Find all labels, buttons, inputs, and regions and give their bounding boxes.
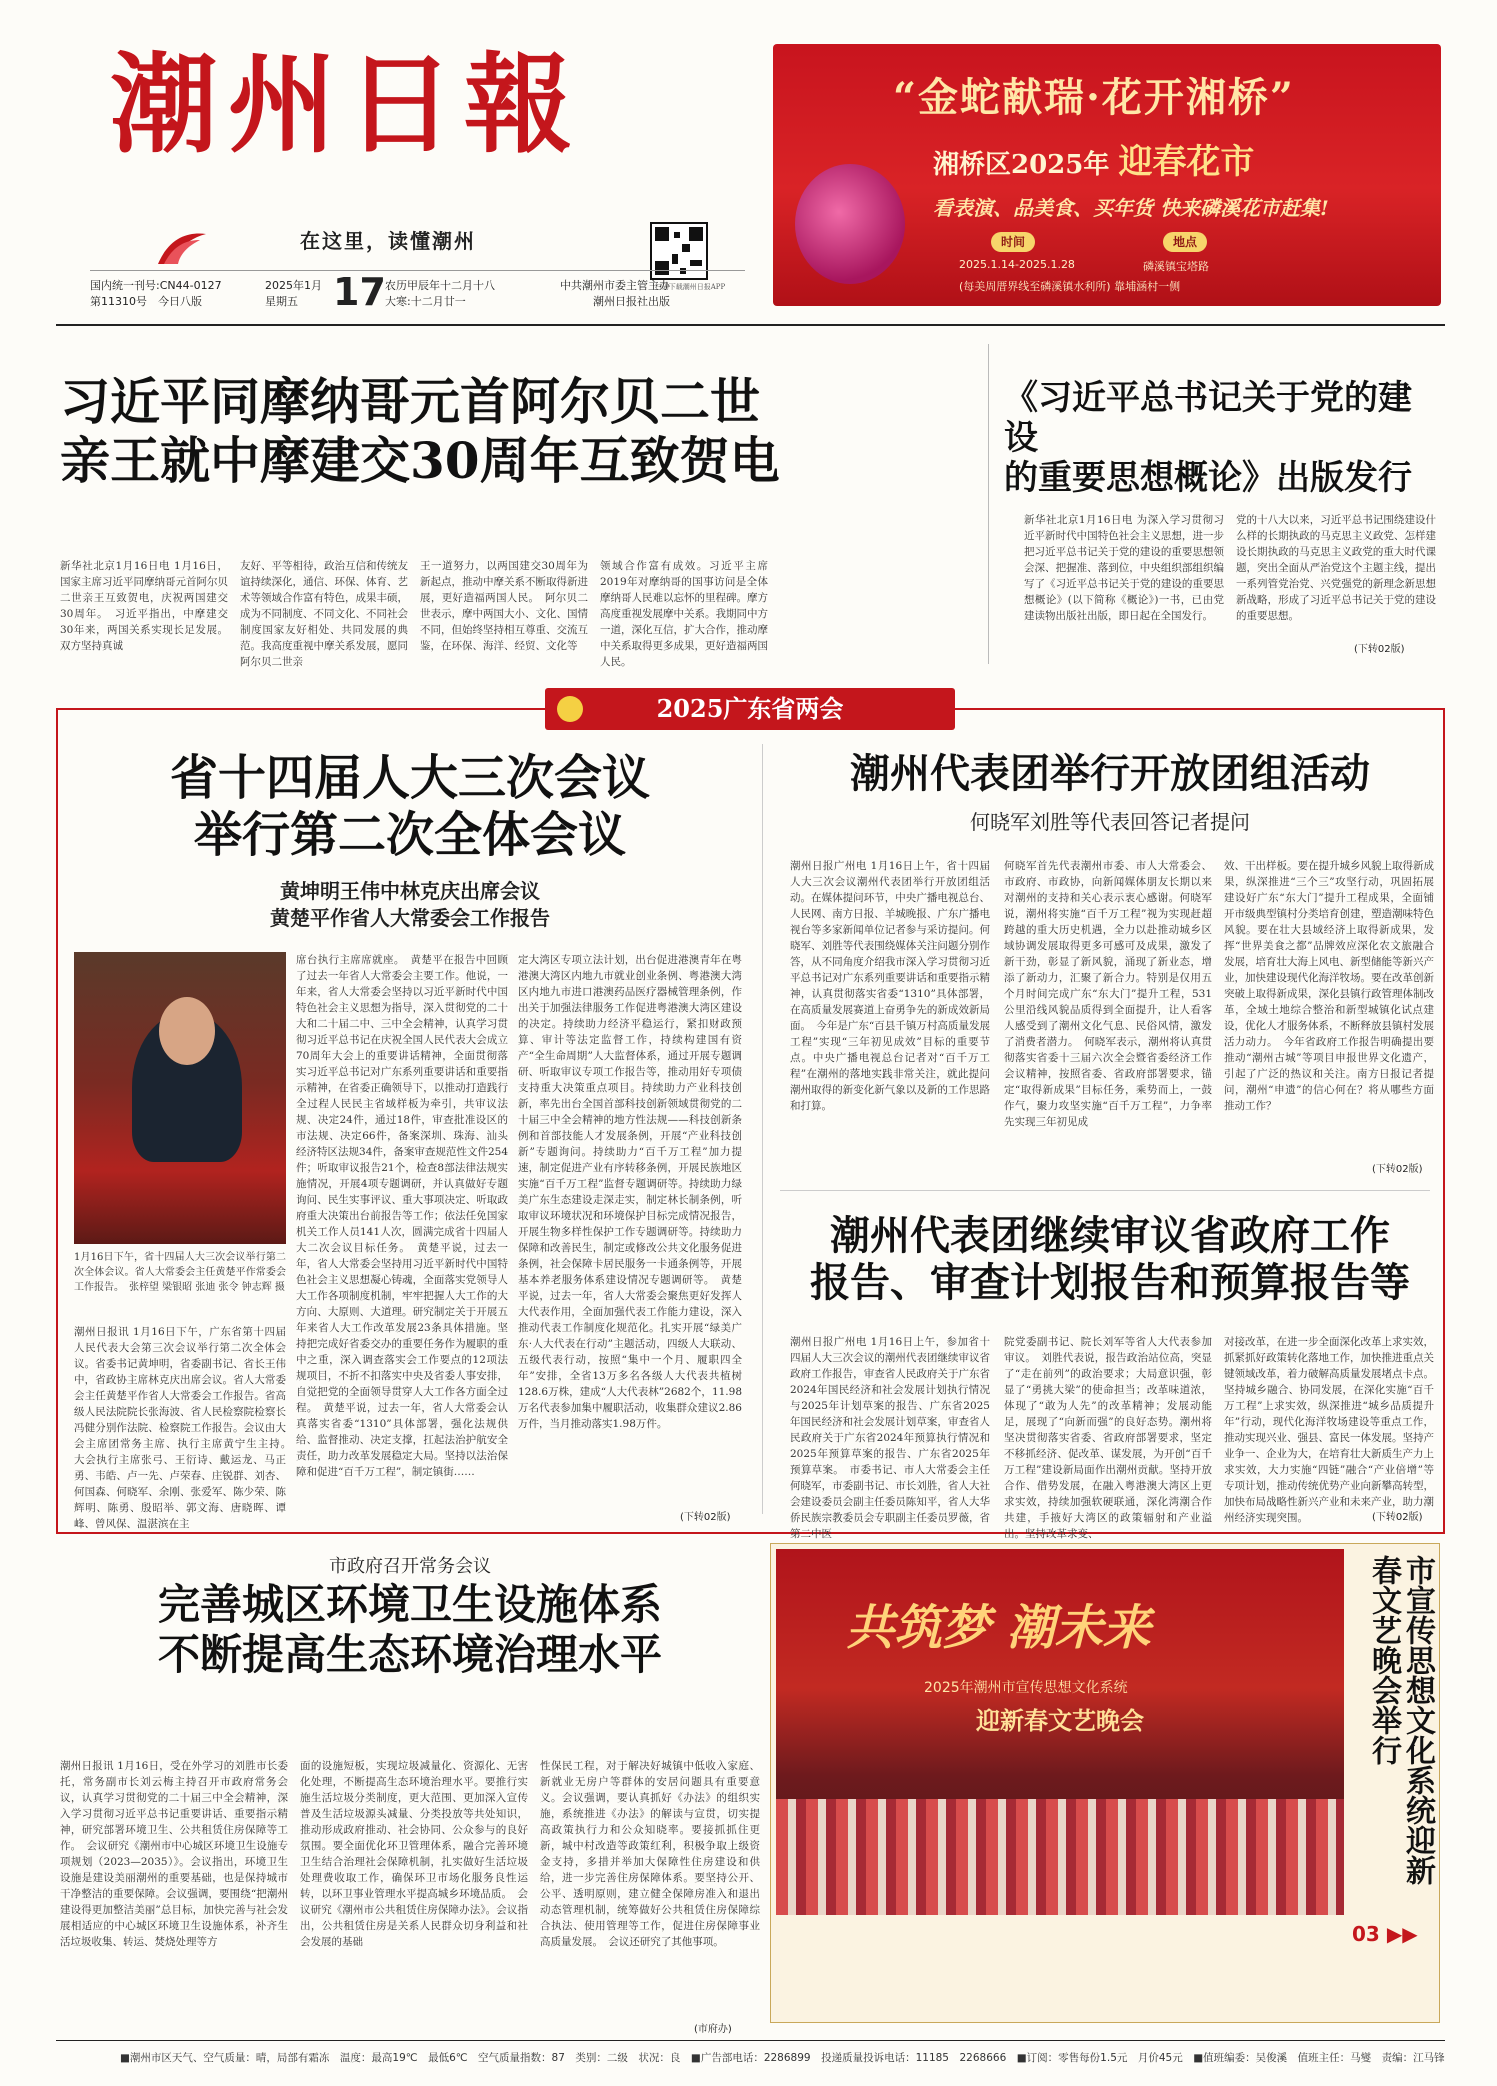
- publisher-name: 潮州日报社出版: [593, 295, 670, 308]
- book-story-col2: 党的十八大以来，习近平总书记围绕建设什么样的长期执政的马克思主义政党、怎样建设长期执政的马克思主义政党的重大时代课题，突出全面从严治党这个主题主线，提出一系列管党治党、兴党强党的新理念新思想新战略，形成了习近平总书记关于党的建设的重要思想。: [1236, 514, 1436, 622]
- npc-story-more[interactable]: (下转02版): [680, 1512, 731, 1523]
- lunar-info: [385, 278, 495, 310]
- date-info: [265, 278, 322, 310]
- env-col3: 性保民工程，对于解决好城镇中低收入家庭、新就业无房户等群体的安居问题具有重要意义。会议强调，要认真抓好《办法》的组织实施，系统推进《办法》的解读与宣贯，切实提高政策执行力和公众知晓率。要接抓抓住更新，城中村改造等政策红利，积极争取上级资金支持，多措并举加大保障性住房建设和供给，进一步完善住房保障体系。要坚持公开、公平、透明原则，建立健全保障房准入和退出动态管理机制，统筹做好公共租赁住房保障综合执法、使用管理等工作，促进住房保障事业高质量发展。 会议还研究了其他事项。: [540, 1760, 760, 1948]
- book-story-more[interactable]: (下转02版): [1354, 644, 1405, 655]
- top-story-headline[interactable]: 习近平同摩纳哥元首阿尔贝二世 亲王就中摩建交30周年互致贺电: [60, 372, 780, 490]
- date-line1: 2025年1月: [265, 279, 322, 292]
- env-headline[interactable]: 完善城区环境卫生设施体系 不断提高生态环境治理水平: [157, 1580, 662, 1679]
- newspaper-logo-icon: [150, 228, 210, 268]
- ad-tagline: 看表演、品美食、买年货 快来磷溪花市赶集!: [933, 196, 1329, 220]
- env-source: (市府办): [694, 2024, 732, 2035]
- open-session-col1: 潮州日报广州电 1月16日上午，省十四届人大三次会议潮州代表团举行开放团组活动。在媒体提问环节，中央广播电视总台、人民网、南方日报、羊城晚报、广东广播电视台等多家新闻单位记者参与采访提问。何晓军、刘胜等代表围绕媒体关注问题分别作答，从不同角度介绍我市深入学习贯彻习近平总书记对广东系列重要讲话和重要指示精神，认真贯彻落实省委“1310”具体部署，在高质量发展赛道上奋勇争先的新成效新局面。 今年是广东“百县千镇万村高质量发展工程”实现“三年初见成效”目标的重要节点。中央广播电视总台记者对“百千万工程”在潮州的落地实践非常关注，就此提问潮州取得的新变化新气象以及新的工作思路和打算。: [790, 860, 990, 1112]
- ad-subtitle: 湘桥区2025年 迎春花市: [933, 142, 1255, 182]
- publisher-info: [560, 278, 670, 310]
- npc-story-col3: 定大湾区专项立法计划，出台促进港澳青年在粤港澳大湾区内地九市就业创业条例、粤港澳大湾区内地九市进口港澳药品医疗器械管理条例，作出关于加强法律服务工作促进粤港澳大湾区建设的决定。持续助力经济平稳运行，紧扣财政预算、审计等法定监督工作，持续构建国有资产“全生命周期”人大监督体系，通过开展专题调研、听取审议专项工作报告等，推动用好专项债支持重大决策重点项目。持续助力产业科技创新，率先出台全国首部科技创新领域贯彻党的二十届三中全会精神的地方性法规——科技创新条例和首部技能人才发展条例，开展“产业科技创新”专题询问。持续助力“百千万工程”加力提速，制定促进产业有序转移条例，开展民族地区实施“百千万工程”监督专题调研等。持续助力绿美广东生态建设走深走实，制定林长制条例，听取审议环境状况和环境保护目标完成情况报告，开展生物多样性保护工作专题调研等。持续助力保障和改善民生，制定或修改公共文化服务促进条例，社会保障卡居民服务一卡通条例等，开展基本养老服务体系建设情况专题调研等。 黄楚平说，过去一年，省人大常委会聚焦更好发挥人大代表作用，全面加强代表工作能力建设，深入推动代表工作制度化规范化。扎实开展“绿美广东·人大代表在行动”主题活动，四级人大联动、五级代表行动，按照“集中一个月、履职四全年”安排，全省13万多名各级人大代表共植树128.6万株，建成“人大代表林”2682个，11.98万名代表参加集中履职活动，收集群众建议2.86万件，当月推动落实1.98万件。: [518, 954, 742, 1430]
- solar-term: 大寒:十二月廿一: [385, 295, 466, 308]
- flower-market-ad[interactable]: [773, 44, 1441, 306]
- day-number: 17: [333, 270, 386, 314]
- ad-place: 磷溪镇宝塔路: [1143, 260, 1209, 273]
- npc-story-subhead: 黄坤明王伟中林克庆出席会议 黄楚平作省人大常委会工作报告: [270, 879, 550, 930]
- issue-number: 第11310号 今日八版: [90, 295, 202, 308]
- env-col2: 面的设施短板，实现垃圾减量化、资源化、无害化处理，不断提高生态环境治理水平。要推行实施生活垃圾分类制度，更大范围、更加深入宣传普及生活垃圾源头减量、分类投放等共处知识，推动形成政府推动、社会协同、公众参与的良好氛围。要全面优化环卫管理体系，融合完善环境卫生结合治理社会保障机制，扎实做好生活垃圾处理费收取工作，确保环卫市场化服务良性运转，以环卫事业管理水平提高城乡环境品质。 会议研究《潮州市公共租赁住房保障办法》。会议指出，公共租赁住房是关系人民群众切身利益和社会发展的基础: [300, 1760, 528, 1948]
- huang-chuping-photo: [74, 952, 286, 1244]
- publisher-sponsor: 中共潮州市委主管主办: [560, 279, 670, 292]
- stage-performers: [776, 1799, 1344, 1915]
- review-headline[interactable]: 潮州代表团继续审议省政府工作 报告、审查计划报告和预算报告等: [810, 1212, 1410, 1307]
- issue-info: [90, 278, 222, 310]
- npc-story-headline[interactable]: 省十四届人大三次会议 举行第二次全体会议: [169, 750, 650, 863]
- lunar-date: 农历甲辰年十二月十八: [385, 279, 495, 292]
- env-kicker: 市政府召开常务会议: [329, 1556, 491, 1577]
- top-story-col3: 王一道努力，以两国建交30周年为新起点，推动中摩关系不断取得新进展，更好造福两国人民。 阿尔贝二世表示，摩中两国大小、文化、国情不同，但始终坚持相互尊重、交流互鉴，在环保、海洋、经贸、文化等: [420, 560, 588, 652]
- open-session-subhead: 何晓军刘胜等代表回答记者提问: [970, 810, 1250, 834]
- qr-caption: 扫码下载潮州日报APP: [654, 283, 726, 291]
- qr-code[interactable]: [650, 222, 708, 280]
- ad-title: “金蛇献瑞·花开湘桥”: [893, 74, 1295, 121]
- gala-subtitle2: 迎新春文艺晚会: [976, 1706, 1144, 1735]
- time-label: 时间: [991, 232, 1035, 252]
- emblem-icon: [557, 696, 583, 722]
- top-story-col2: 友好、平等相待，政治互信和传统友谊持续深化，通信、环保、体育、艺术等领域合作富有特色，成果丰硕，成为不同制度、不同文化、不同社会制度国家友好相处、共同发展的典范。我高度重视中摩关系发展，愿同阿尔贝二世亲: [240, 560, 408, 668]
- top-story-col1: 新华社北京1月16日电 1月16日，国家主席习近平同摩纳哥元首阿尔贝二世亲王互致贺电，庆祝两国建交30周年。 习近平指出，中摩建交30年来，两国关系实现长足发展。双方坚持真诚: [60, 560, 228, 652]
- place-label: 地点: [1163, 232, 1207, 252]
- gala-subtitle: 2025年潮州市宣传思想文化系统: [924, 1680, 1128, 1696]
- open-session-col2: 何晓军首先代表潮州市委、市人大常委会、市政府、市政协，向新闻媒体朋友长期以来对潮州的支持和关心表示衷心感谢。何晓军说，潮州将实施“百千万工程”视为实现赶超跨越的重大历史机遇，全力以赴推动城乡区域协调发展取得更多可感可及成果，激发了新干劲，彰显了新风貌，涌现了新业态，增添了新动力，汇聚了新合力。特别是仅用五个月时间完成广东“东大门”提升工程，531公里沿线风貌品质得到全面提升，让人看客人感受到了潮州文化气息、民俗风情，激发了消费者潜力。 何晓军表示，潮州将认真贯彻落实省委十三届六次全会暨省委经济工作会议精神，按照省委、省政府部署要求，锚定“取得新成果”目标任务，乘势而上，一鼓作气，聚力攻坚实施“百千万工程”，力争率先实现三年初见成: [1004, 860, 1212, 1128]
- cn-code: 国内统一刊号:CN44-0127: [90, 279, 222, 292]
- open-session-more[interactable]: (下转02版): [1372, 1164, 1423, 1175]
- review-col3: 对接改革，在进一步全面深化改革上求实效，抓紧抓好政策转化落地工作，加快推进重点关键领域改革，着力破解高质量发展堵点卡点。坚持城乡融合、协同发展，在深化实施“百千万工程”上求实效，纵深推进“城乡品质提升年”行动，现代化海洋牧场建设等重点工作，推动实现兴业、强县、富民一体发展。坚持产业争一、企业为大，在培育壮大新质生产力上求实效，大力实施“四链”融合“产业倍增”等专项计划，推动传统优势产业向新攀高转型，加快布局战略性新兴产业和未来产业，助力潮州经济实现突围。: [1224, 1336, 1434, 1524]
- ad-time: 2025.1.14-2025.1.28: [959, 258, 1075, 271]
- book-story-col1: 新华社北京1月16日电 为深入学习贯彻习近平新时代中国特色社会主义思想，进一步把习近平总书记关于党的建设的重要思想领会深、把握准、落到位，中央组织部组织编写了《习近平总书记关于党的建设的重要思想概论》(以下简称《概论》)一书，已由党建读物出版社出版，即日起在全国发行。: [1024, 514, 1224, 622]
- top-story-col4: 领域合作富有成效。习近平主席2019年对摩纳哥的国事访问是全体摩纳哥人民难以忘怀的里程碑。摩方高度重视发展摩中关系。我期同中方一道，深化互信，扩大合作，推动摩中关系取得更多成果，更好造福两国人民。: [600, 560, 768, 668]
- flower-icon: [795, 164, 905, 284]
- weekday: 星期五: [265, 295, 298, 308]
- review-more[interactable]: (下转02版): [1372, 1512, 1423, 1523]
- book-story-headline[interactable]: 《习近平总书记关于党的建设 的重要思想概论》出版发行: [1004, 378, 1412, 499]
- npc-story-col1: 潮州日报讯 1月16日下午，广东省第十四届人民代表大会第三次会议举行第二次全体会议。省委书记黄坤明，省委副书记、省长王伟中，省政协主席林克庆出席会议。省人大常委会主任黄楚平作省人大常委会工作报告。省高级人民法院院长张海波、省人民检察院检察长冯健分别作法院、检察院工作报告。会议由大会主席团常务主席、执行主席黄宁生主持。 大会执行主席张弓、王衍诗、戴运龙、马正勇、韦皓、卢一先、卢荣春、庄锐群、刘杏、何国森、何晓军、余刚、张爱军、陈少荣、陈辉明、陈勇、殷昭举、郭文海、唐晓晖、谭峰、曾风保、温湛滨在主: [74, 1326, 297, 1530]
- slogan: 在这里，读懂潮州: [300, 229, 476, 253]
- review-col2: 院党委副书记、院长刘军等省人大代表参加审议。 刘胜代表说，报告政治站位高，突显了“走在前列”的政治要求；大局意识强，彰显了“勇挑大梁”的使命担当；改革味道浓，体现了“敢为人先”的改革精神；发展动能足，展现了“向新而强”的良好态势。潮州将坚决贯彻落实省委、省政府部署要求，坚定不移抓经济、促改革、谋发展，为开创“百千万工程”建设新局面作出潮州贡献。坚持开放合作、借势发展，在融入粤港澳大湾区上更求实效，持续加强软硬联通，深化湾潮合作共建，手掖好大湾区的政策辐射和产业溢出。坚持改革求变、: [1004, 1336, 1212, 1540]
- gala-vertical-headline[interactable]: 市宣传思想文化系统迎新春文艺晚会举行: [1366, 1555, 1435, 1885]
- footer-info: ■潮州市区天气、空气质量：晴，局部有霜冻 温度：最高19℃ 最低6℃ 空气质量指数：87 类别：二级 状况：良 ■广告部电话：2286899 投递质量投诉电话：11185 2268666 ■订阅：零售每份1.5元 月价45元 ■值班编委：吴俊溪 值班主任：马燮 责编：江马锋: [120, 2052, 1445, 2064]
- open-session-headline[interactable]: 潮州代表团举行开放团组活动: [850, 750, 1370, 797]
- section-banner: 2025广东省两会: [545, 688, 955, 730]
- npc-story-col2: 席台执行主席席就座。 黄楚平在报告中回顾了过去一年省人大常委会主要工作。他说，一年来，省人大常委会坚持以习近平新时代中国特色社会主义思想为指导，深入贯彻党的二十大和二十届二中、三中全会精神，认真学习贯彻习近平总书记在庆祝全国人民代表大会成立70周年大会上的重要讲话精神，全面贯彻落实习近平总书记对广东系列重要讲话和重要指示精神，在省委正确领导下，以推动打造践行全过程人民民主省域样板为牵引，共审议法规、决定24件，通过18件，审查批准设区的市法规、决定66件，备案深圳、珠海、汕头经济特区法规34件，备案审查规范性文件254件；听取审议报告21个，检查8部法律法规实施情况，开展4项专题调研，并认真做好专题询问、民生实事评议、重大事项决定、听取政府重大决策出台前报告等工作；依法任免国家机关工作人员141人次，圆满完成省十四届人大二次会议目标任务。 黄楚平说，过去一年，省人大常委会坚持用习近平新时代中国特色社会主义思想凝心铸魂，全面落实党领导人大工作各项制度机制，牢牢把握人大工作的大方向、大原则、大道理。研究制定关于开展五年来省人大工作改革发展23条具体措施。坚持把完成好省委交办的重要任务作为履职的重中之重，深入调查落实会工作要点的12项法规项目，不折不扣落实中央及省委人事安排，自觉把党的全面领导贯穿人大工作各方面全过程。 黄楚平说，过去一年，省人大常委会认真落实省委“1310”具体部署，强化法规供给、监督推动、决定支撑，扛起法治护航安全责任，助力改革发展稳定大局。坚持以法治保障和促进“百千万工程”，制定镇街……: [296, 954, 508, 1478]
- env-col1: 潮州日报讯 1月16日，受在外学习的刘胜市长委托，常务副市长刘云梅主持召开市政府常务会议，认真学习贯彻党的二十届三中全会精神，深入学习贯彻习近平总书记重要讲话、重要指示精神，研究部署环境卫生、公共租赁住房保障等工作。 会议研究《潮州市中心城区环境卫生设施专项规划（2023—2035）》。会议指出，环境卫生设施是建设美丽潮州的重要基础，也是保持城市干净整洁的重要保障。会议强调，要围绕“把潮州建设得更加整洁美丽”总目标，加快完善与社会发展相适应的中心城区环境卫生设施体系，补齐生活垃圾收集、转运、焚烧处理等方: [60, 1760, 288, 1948]
- gala-title: 共筑梦 潮未来: [846, 1600, 1151, 1656]
- open-session-col3: 效、干出样板。要在提升城乡风貌上取得新成果，纵深推进“三个三”攻坚行动，巩固拓展建设好广东“东大门”提升工程成果，全面铺开市级典型镇村分类培育创建，塑造潮味特色风貌。要在壮大县域经济上取得新成果，发挥“世界美食之都”品牌效应深化农文旅融合发展，培育壮大海上风电、新型储能等新兴产业，加快建设现代化海洋牧场。要在改革创新突破上取得新成果，深化县镇行政管理体制改革，全域土地综合整治和新型城镇化试点建设，优化人才服务体系，不断释放县镇村发展活力动力。 今年省政府工作报告明确提出要推动“潮州古城”等项目申报世界文化遗产，引起了广泛的热议和关注。南方日报记者提问，潮州“申遗”的信心何在？将从哪些方面推动工作？: [1224, 860, 1434, 1112]
- review-col1: 潮州日报广州电 1月16日上午，参加省十四届人大三次会议的潮州代表团继续审议省政府工作报告，审查省人民政府关于广东省2024年国民经济和社会发展计划执行情况与2025年计划草案的报告、广东省2025年国民经济和社会发展计划草案，审查省人民政府关于广东省2024年预算执行情况和2025年预算草案的报告、广东省2025年预算草案。 市委书记、市人大常委会主任何晓军，市委副书记、市长刘胜，省人大社会建设委员会副主任委员陈知平，省人大华侨民族宗教委员会专职副主任委员罗薇，省第二中医: [790, 1336, 990, 1540]
- arrow-right-icon: ▶▶: [1386, 1922, 1418, 1946]
- gala-photo[interactable]: [776, 1549, 1344, 1915]
- photo-caption: 1月16日下午，省十四届人大三次会议举行第二次全体会议。省人大常委会主任黄楚平作常委会工作报告。 张梓望 梁银昭 张迪 张令 钟志辉 摄: [74, 1252, 286, 1293]
- ad-place-note: (每美周厝界线至磷溪镇水利所) 靠埔涵村一侧: [959, 280, 1181, 293]
- masthead-title: 潮州日報: [110, 42, 583, 168]
- gala-page-ref[interactable]: 03 ▶▶: [1352, 1922, 1418, 1946]
